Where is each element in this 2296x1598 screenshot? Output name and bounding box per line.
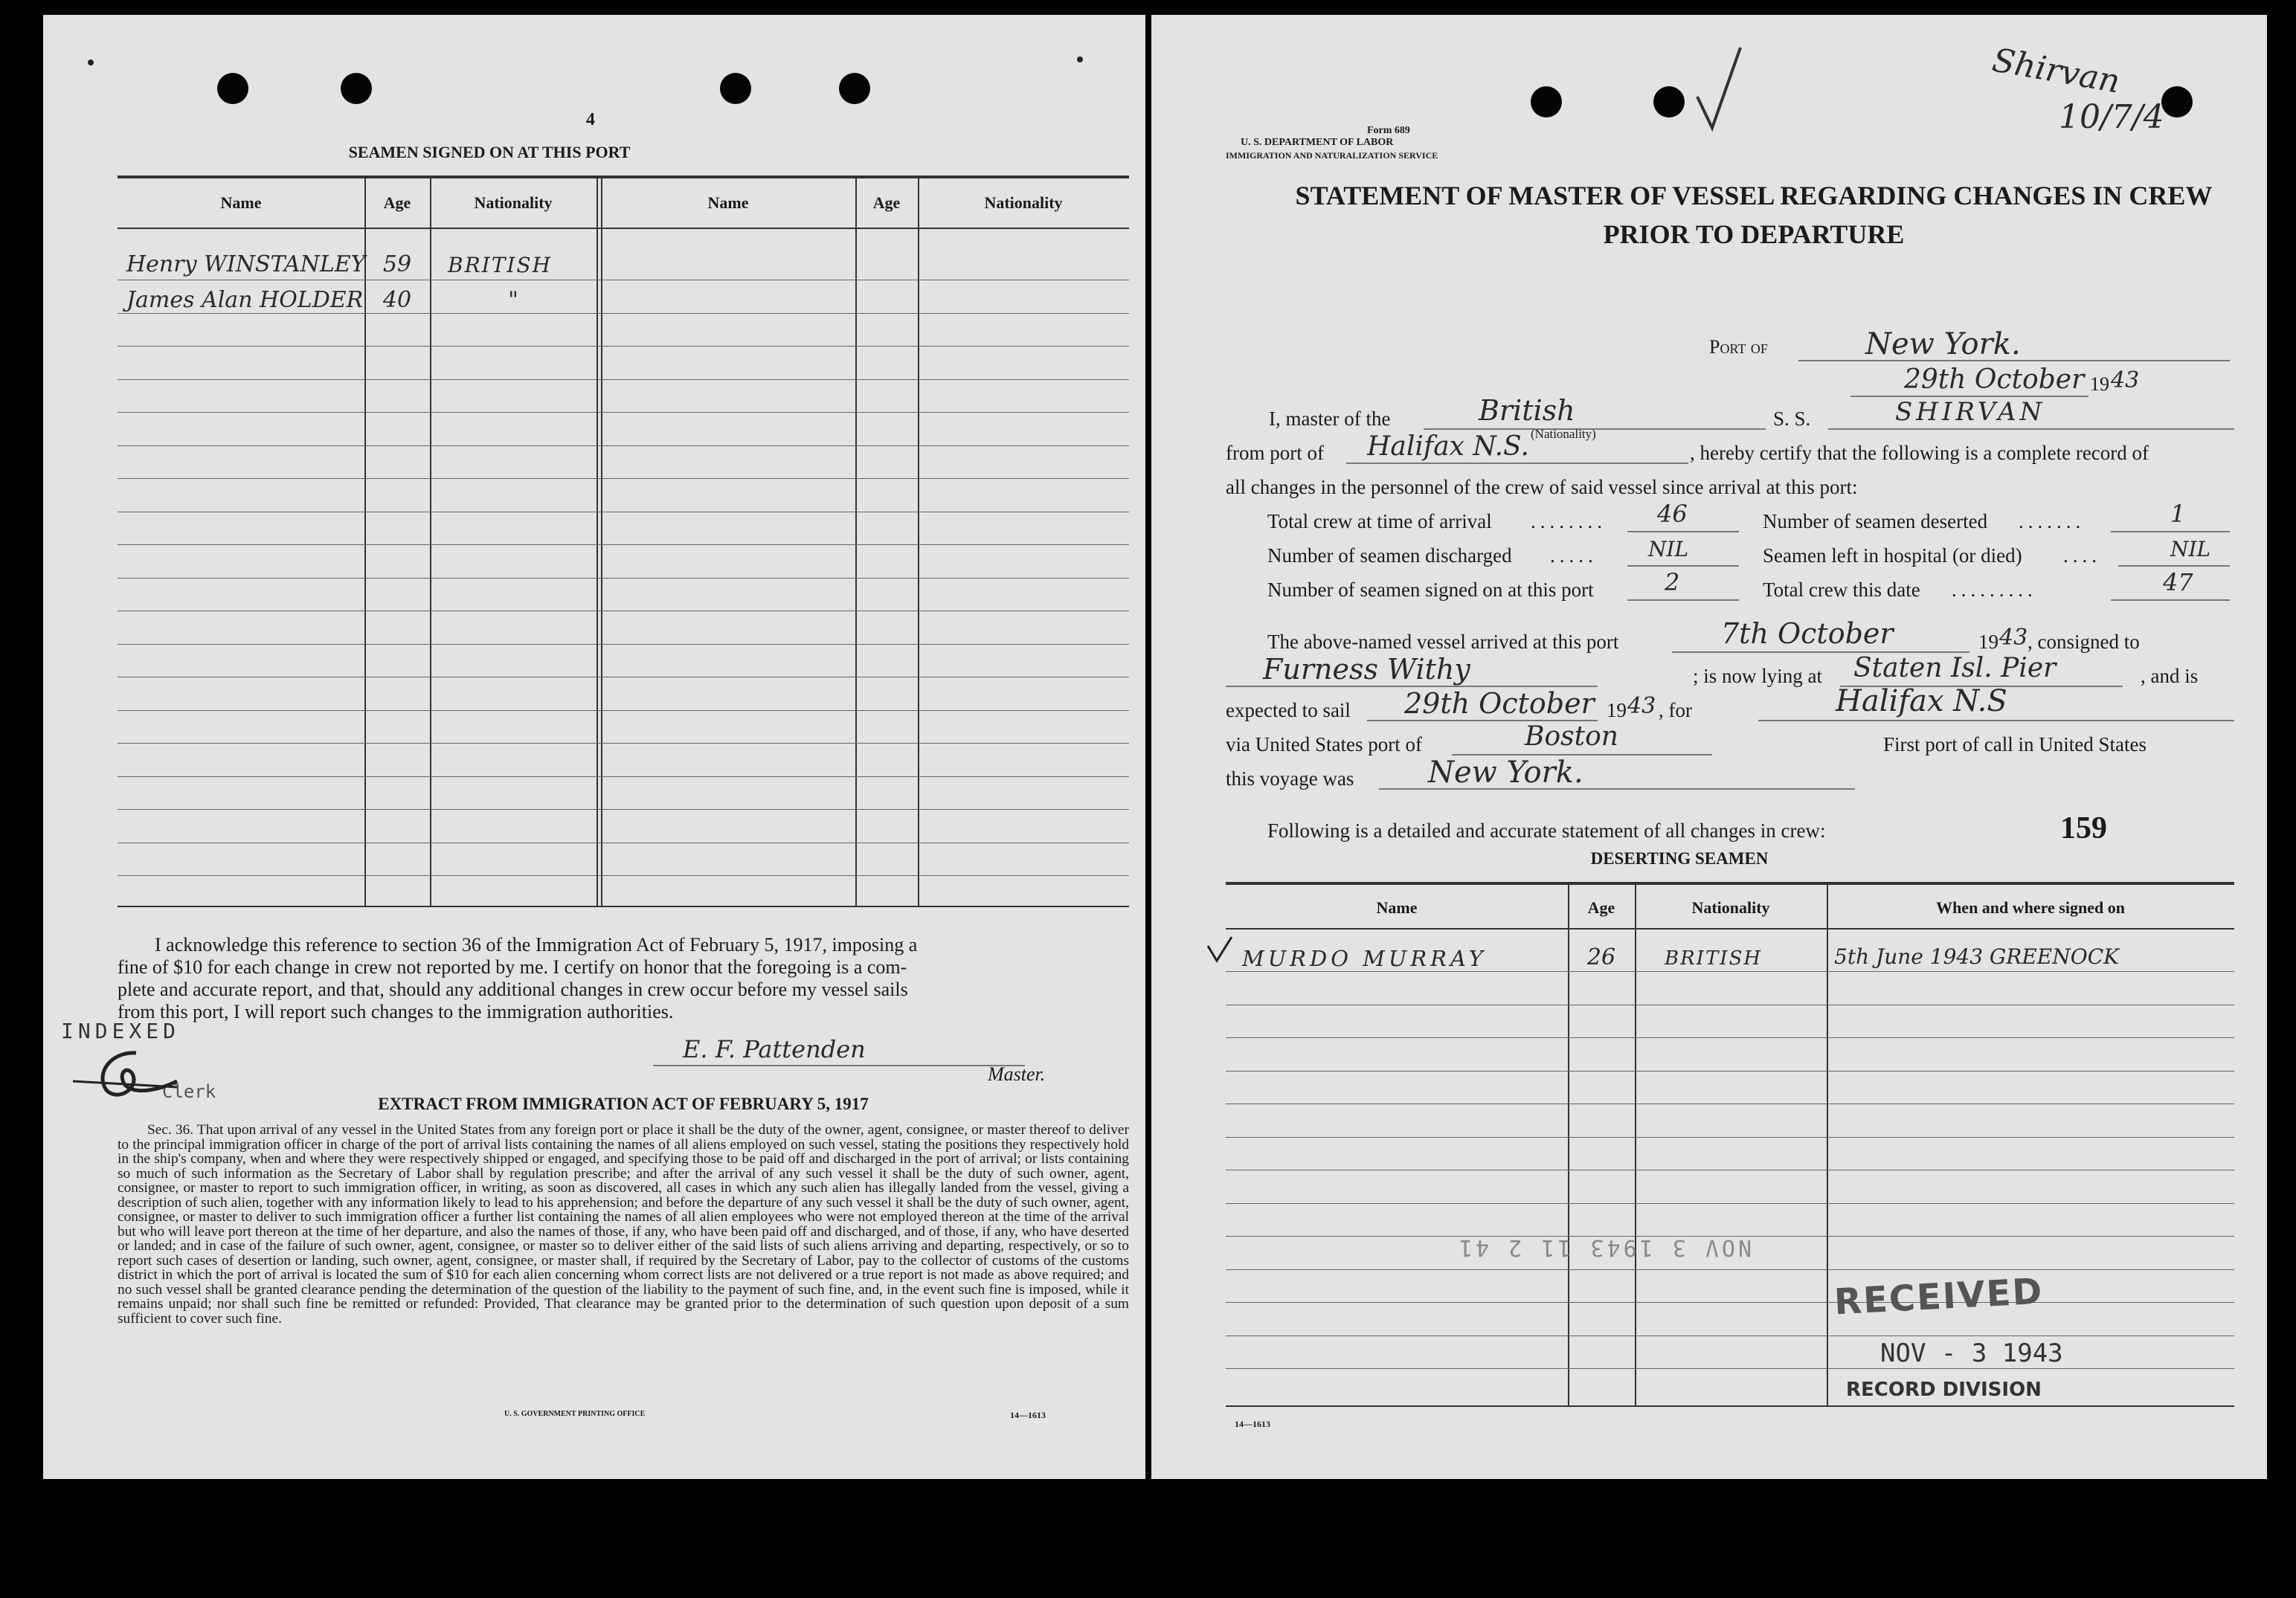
- department: U. S. DEPARTMENT OF LABOR: [1241, 137, 1394, 148]
- report-date: 29th October: [1904, 364, 2085, 395]
- hospital-label: Seamen left in hospital (or died): [1763, 544, 2022, 567]
- punch-hole: [2161, 86, 2193, 117]
- row-rule: [1226, 1137, 2234, 1138]
- ack-line: plete and accurate report, and that, should any additional changes in crew occur before my vessel sails: [118, 979, 908, 1000]
- certify-text: , hereby certify that the following is a complete record of: [1690, 442, 2149, 464]
- col-header-nationality: Nationality: [1691, 898, 1770, 917]
- arrived-date: 7th October: [1721, 617, 1894, 650]
- report-year: 43: [2111, 367, 2140, 393]
- deserter-name: MURDO MURRAY: [1242, 946, 1487, 971]
- year-prefix: 19: [1607, 699, 1627, 721]
- row-rule: [1226, 971, 2234, 972]
- col-header-name-2: Name: [707, 193, 749, 212]
- col-header-nationality: Nationality: [474, 193, 553, 212]
- received-stamp: RECEIVED: [1833, 1270, 2045, 1324]
- margin-dot: [88, 59, 94, 65]
- row-rule: [118, 875, 1129, 876]
- year-prefix: 19: [2090, 373, 2109, 395]
- consigned-label: , consigned to: [2028, 631, 2140, 653]
- service: IMMIGRATION AND NATURALIZATION SERVICE: [1226, 150, 1438, 161]
- corner-date: 10/7/4: [2059, 98, 2164, 136]
- form-number: Form 689: [1367, 125, 1410, 136]
- port-value: New York.: [1865, 327, 2021, 361]
- voyage-label: this voyage was: [1226, 767, 1354, 790]
- row-rule: [1226, 1037, 2234, 1038]
- first-port-label: First port of call in United States: [1883, 733, 2147, 755]
- form-title: STATEMENT OF MASTER OF VESSEL REGARDING CHANGES IN CREW: [1295, 181, 2213, 210]
- clerk-stamp: Clerk: [162, 1081, 216, 1102]
- port-label: Port of: [1709, 336, 1768, 358]
- form-subtitle: PRIOR TO DEPARTURE: [1603, 219, 1905, 249]
- punch-hole: [1531, 86, 1562, 117]
- following-text: Following is a detailed and accurate statement of all changes in crew:: [1267, 819, 1826, 842]
- seaman-age: 59: [382, 251, 412, 277]
- via-label: via United States port of: [1226, 733, 1422, 755]
- arrived-label: The above-named vessel arrived at this port: [1267, 631, 1619, 653]
- expected-label: expected to sail: [1226, 699, 1351, 721]
- total-arrival-label: Total crew at time of arrival: [1267, 510, 1492, 532]
- seaman-nationality: BRITISH: [448, 253, 553, 277]
- page-number: 4: [586, 110, 595, 129]
- col-header-name: Name: [1376, 898, 1418, 917]
- dot-leader: .....: [1550, 544, 1598, 567]
- for-label: , for: [1659, 699, 1692, 721]
- row-rule: [1226, 1071, 2234, 1072]
- row-rule: [118, 412, 1129, 413]
- deserted-label: Number of seamen deserted: [1763, 510, 1988, 532]
- seaman-name: Henry WINSTANLEY: [126, 251, 366, 277]
- left-page: [43, 15, 1145, 1479]
- ack-line: I acknowledge this reference to section 36 of the Immigration Act of February 5, 1917, imposing a: [155, 934, 918, 956]
- voyage-value: New York.: [1428, 755, 1583, 790]
- col-header-age-2: Age: [872, 193, 901, 212]
- row-rule: [118, 710, 1129, 711]
- sheet-number: 159: [2060, 811, 2107, 845]
- row-rule: [1226, 1302, 2234, 1303]
- deserter-signed: 5th June 1943 GREENOCK: [1834, 944, 2120, 969]
- seaman-nationality: ": [508, 287, 518, 313]
- dot-leader: .......: [2019, 510, 2086, 532]
- form-code: 14—1613: [1235, 1419, 1270, 1429]
- sail-year: 43: [1627, 693, 1656, 719]
- dot-leader: ....: [2063, 544, 2101, 567]
- destination: Halifax N.S: [1836, 684, 2007, 718]
- changes-text: all changes in the personnel of the crew of said vessel since arrival at this port:: [1226, 476, 1858, 498]
- total-today-label: Total crew this date: [1763, 579, 1920, 601]
- punch-hole: [1653, 86, 1685, 117]
- col-header-signed: When and where signed on: [1936, 898, 2125, 917]
- from-port-label: from port of: [1226, 442, 1324, 464]
- discharged-value: NIL: [1648, 537, 1689, 561]
- nationality-value: British: [1479, 394, 1575, 427]
- faint-stamp: NOV 3 1943 11 2 41: [1456, 1234, 1752, 1260]
- col-header-age: Age: [383, 193, 411, 212]
- year-prefix: 19: [1978, 631, 1998, 653]
- col-header-nationality-2: Nationality: [984, 193, 1063, 212]
- row-rule: [118, 544, 1129, 545]
- check-mark: [1205, 934, 1235, 964]
- row-rule: [1226, 1368, 2234, 1369]
- extract-text: Sec. 36. That upon arrival of any vessel in the United States from any foreign port or place it shall be the duty of the owner, agent, consignee, or master thereof to deliver to the principal immigration officer in charge of the port of arrival lists containing the names of all aliens employed on such vessel, stating the positions they respectively hold in the ship's company, when and where they were respectively shipped or engaged, and specifying those to be paid off and discharged in the port of arrival; or lists containing so much of such information as the Secretary of Labor shall by regulation prescribe; and after the arrival of any such vessel it shall be the duty of such owner, agent, consignee, or master to report to such immigration officer, in writing, as soon as discovered, all cases in which any such alien has illegally landed from the vessel, giving a description of such alien, together with any information likely to lead to his apprehension; and before the departure of any such vessel it shall be the duty of such owner, agent, consignee, or master to deliver to such immigration officer a further list containing the names of all alien employees who were not employed thereon at the time of the arrival but who will leave port thereon at the time of her departure, and also the names of those, if any, who have been paid off and discharged, and of those, if any, who have deserted or landed; and in case of the failure of such owner, agent, consignee, or master so to deliver either of the said lists of such aliens arriving and departing, respectively, or so to report such cases of desertion or landing, such owner, agent, consignee, or master shall, if required by the Secretary of Labor, pay to the collector of customs of the customs district in which the port of arrival is located the sum of $10 for each alien concerning whom correct lists are not delivered or a true report is not made as above required; and no such vessel shall be granted clearance pending the determination of the question of the liability to the payment of such fine, and, in the event such fine is imposed, while it remains unpaid; nor shall such fine be remitted or refunded: Provided, That clearance may be granted prior to the determination of such question upon deposit of a sum sufficient to cover such fine.: [118, 1122, 1129, 1327]
- punch-hole: [720, 73, 751, 104]
- seaman-age: 40: [382, 287, 412, 313]
- hospital-value: NIL: [2170, 537, 2211, 561]
- master-signature: E. F. Pattenden: [683, 1035, 866, 1063]
- ack-line: fine of $10 for each change in crew not reported by me. I certify on honor that the foregoing is a com-: [118, 956, 907, 978]
- punch-hole: [217, 73, 248, 104]
- printing-office: U. S. GOVERNMENT PRINTING OFFICE: [504, 1410, 646, 1418]
- row-rule: [118, 578, 1129, 579]
- corner-note: Shirvan: [1989, 41, 2123, 101]
- dot-leader: ........: [1531, 510, 1607, 532]
- dot-leader: .........: [1952, 579, 2037, 601]
- total-arrival-value: 46: [1657, 500, 1688, 528]
- ss-label: S. S.: [1773, 407, 1811, 430]
- row-rule: [118, 644, 1129, 645]
- punch-hole: [839, 73, 870, 104]
- lying-value: Staten Isl. Pier: [1853, 653, 2057, 683]
- punch-hole: [341, 73, 372, 104]
- master-of-label: I, master of the: [1269, 407, 1391, 430]
- row-rule: [118, 776, 1129, 777]
- total-today-value: 47: [2163, 568, 2193, 596]
- from-port-value: Halifax N.S.: [1367, 431, 1529, 462]
- signed-on-label: Number of seamen signed on at this port: [1267, 579, 1594, 601]
- row-rule: [118, 379, 1129, 380]
- row-rule: [118, 346, 1129, 347]
- right-page: [1151, 15, 2267, 1479]
- row-rule: [118, 478, 1129, 479]
- discharged-label: Number of seamen discharged: [1267, 544, 1512, 567]
- deserting-title: DESERTING SEAMEN: [1590, 849, 1769, 868]
- col-header-name: Name: [220, 193, 262, 212]
- ship-name: SHIRVAN: [1895, 397, 2046, 427]
- row-rule: [1226, 1269, 2234, 1270]
- form-code: 14—1613: [1010, 1410, 1046, 1420]
- sail-date: 29th October: [1404, 687, 1595, 720]
- margin-dot: [1077, 57, 1083, 62]
- consignee: Furness Withy: [1263, 653, 1470, 686]
- row-rule: [118, 445, 1129, 446]
- received-date: NOV - 3 1943: [1880, 1338, 2063, 1368]
- arrived-year: 43: [1999, 625, 2028, 651]
- indexed-stamp: INDEXED: [61, 1019, 181, 1043]
- deserter-nationality: BRITISH: [1665, 947, 1763, 970]
- record-division: RECORD DIVISION: [1846, 1379, 2042, 1401]
- signed-on-value: 2: [1665, 568, 1680, 596]
- nationality-caption: (Nationality): [1531, 427, 1596, 441]
- row-rule: [1226, 1203, 2234, 1204]
- row-rule: [118, 743, 1129, 744]
- and-is-label: , and is: [2141, 665, 2199, 687]
- check-mark: [1694, 45, 1746, 134]
- lying-label: ; is now lying at: [1693, 665, 1822, 687]
- section-title: SEAMEN SIGNED ON AT THIS PORT: [348, 143, 631, 161]
- col-header-age: Age: [1587, 898, 1615, 917]
- deserter-age: 26: [1586, 944, 1616, 970]
- master-label: Master.: [988, 1063, 1046, 1085]
- extract-title: EXTRACT FROM IMMIGRATION ACT OF FEBRUARY 5, 1917: [378, 1095, 869, 1113]
- ack-line: from this port, I will report such changes to the immigration authorities.: [118, 1001, 674, 1022]
- seaman-name: James Alan HOLDER: [126, 287, 364, 313]
- row-rule: [118, 610, 1129, 611]
- via-value: Boston: [1525, 721, 1618, 752]
- deserted-value: 1: [2170, 500, 2186, 528]
- row-rule: [118, 809, 1129, 810]
